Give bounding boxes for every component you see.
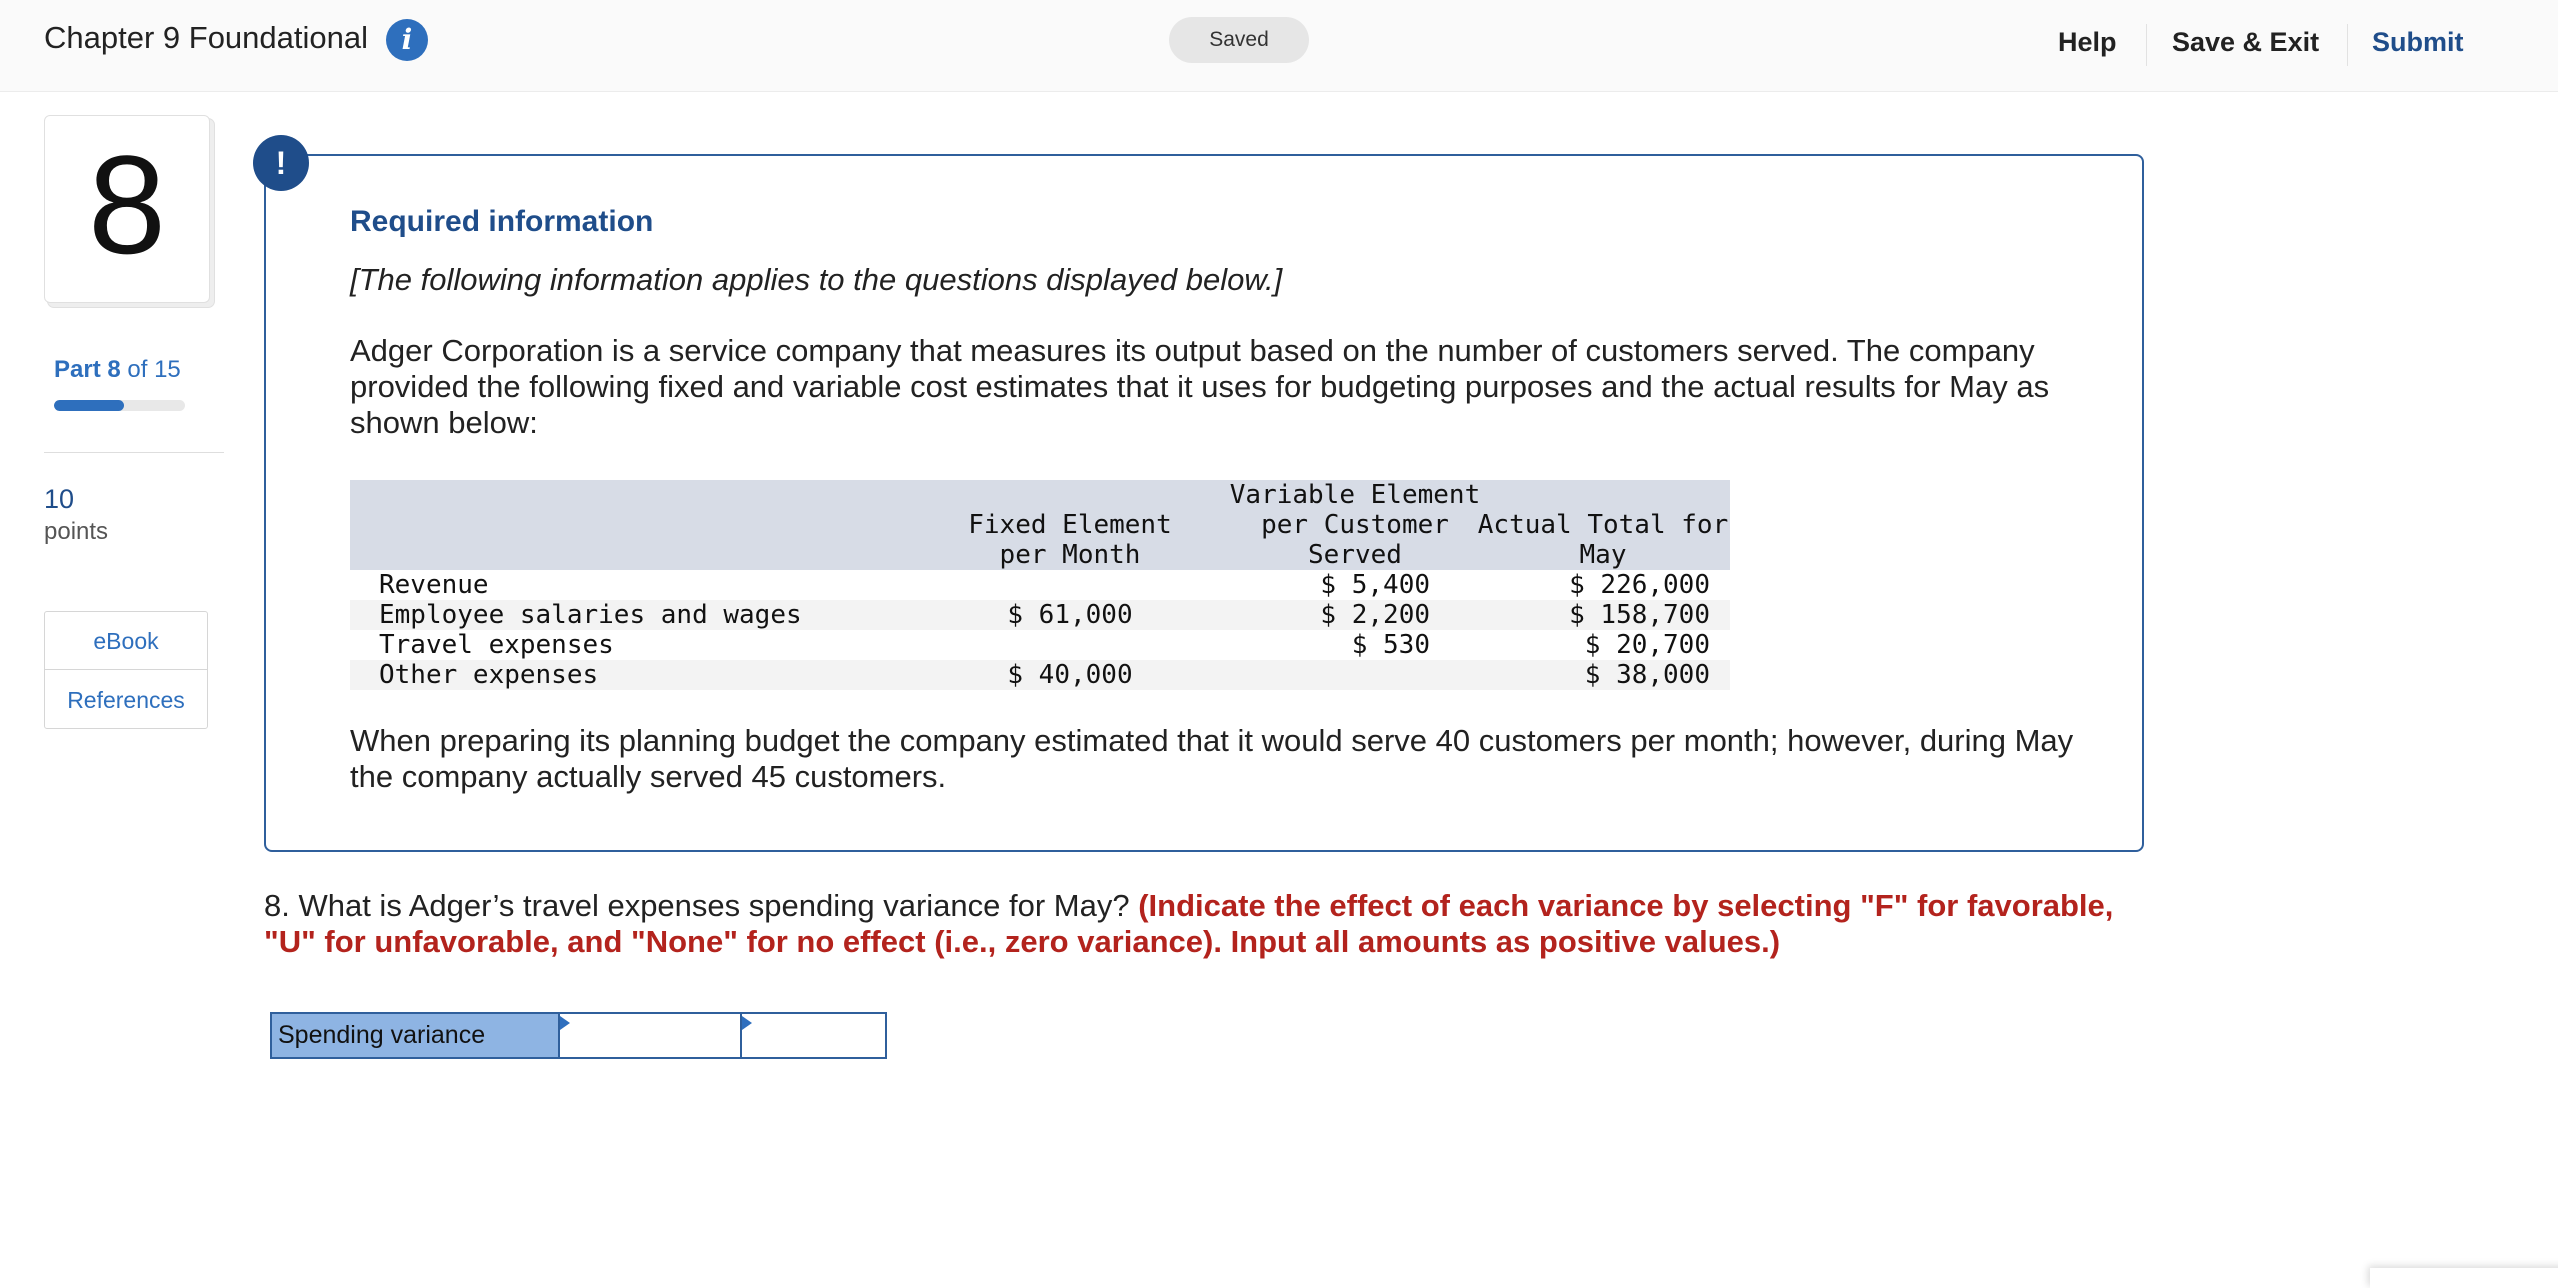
- references-link[interactable]: References: [67, 687, 185, 713]
- rail-divider: [44, 452, 224, 453]
- row-variable: $ 2,200: [1320, 600, 1430, 630]
- question-text: 8. What is Adger’s travel expenses spending variance for May?: [264, 888, 1130, 923]
- table-row: [350, 600, 1730, 630]
- part-progress-fill: [54, 400, 124, 411]
- row-label: Revenue: [379, 570, 489, 600]
- part-word: Part: [54, 356, 101, 383]
- spending-variance-amount-input[interactable]: [562, 1014, 742, 1057]
- row-label: Travel expenses: [379, 630, 614, 660]
- assignment-title: Chapter 9 Foundational: [44, 20, 369, 55]
- effect-cell-marker-icon: [742, 1016, 752, 1030]
- table-header: [350, 480, 1730, 570]
- cost-data-table: [350, 480, 1730, 690]
- save-exit-button[interactable]: Save & Exit: [2172, 27, 2320, 57]
- answer-grid: [270, 1012, 887, 1059]
- header-actual: [1476, 510, 1730, 570]
- spending-variance-effect-select[interactable]: [744, 1014, 885, 1057]
- header-fixed-line2: per Month: [999, 540, 1141, 570]
- row-fixed: $ 40,000: [1007, 660, 1133, 690]
- help-button[interactable]: Help: [2058, 27, 2117, 57]
- header-variable-line1: Variable Element: [1229, 480, 1481, 510]
- question-number: 8: [88, 126, 166, 283]
- part-progress-bar: [54, 400, 185, 411]
- header-variable-line2: per Customer: [1261, 510, 1449, 540]
- alert-icon: !: [253, 135, 309, 191]
- header-actual-line1: Actual Total for: [1477, 510, 1729, 540]
- row-actual: $ 226,000: [1569, 570, 1710, 600]
- table-row: [350, 660, 1730, 690]
- points-label: points: [44, 518, 109, 545]
- required-info-title: Required information: [350, 205, 654, 238]
- header-variable: [1200, 480, 1510, 570]
- top-bar: [0, 0, 2558, 92]
- ebook-link[interactable]: eBook: [45, 612, 207, 670]
- row-actual: $ 20,700: [1584, 630, 1710, 660]
- table-row: [350, 630, 1730, 660]
- resources-box: [44, 611, 208, 729]
- answer-row-label: Spending variance: [272, 1014, 560, 1057]
- question-number-card: [44, 115, 210, 303]
- question-prompt: [264, 888, 2124, 960]
- part-current: 8: [107, 356, 121, 383]
- corner-panel-edge: [2370, 1268, 2558, 1288]
- row-actual: $ 158,700: [1569, 600, 1710, 630]
- row-fixed: $ 61,000: [1007, 600, 1133, 630]
- question-instruction: (Indicate the effect of each variance by selecting "F" for favorable, "U" for unfavorable, and "None" for no effect (i.e., zero variance). Input all amounts as positive values.): [264, 888, 2114, 959]
- part-total: of 15: [127, 356, 181, 383]
- header-variable-line3: Served: [1308, 540, 1402, 570]
- header-fixed-line1: Fixed Element: [968, 510, 1172, 540]
- header-divider: [2347, 24, 2348, 66]
- part-indicator: [54, 356, 181, 384]
- row-variable: $ 5,400: [1320, 570, 1430, 600]
- header-divider: [2146, 24, 2147, 66]
- row-actual: $ 38,000: [1584, 660, 1710, 690]
- header-actual-line2: May: [1579, 540, 1627, 570]
- header-fixed: [950, 510, 1190, 570]
- required-info-intro: Adger Corporation is a service company that measures its output based on the number of customers served. The company provided the following fixed and variable cost estimates that it uses for budgeting purposes and the actual results for May as shown below:: [350, 333, 2050, 440]
- table-row: [350, 570, 1730, 600]
- row-label: Employee salaries and wages: [379, 600, 802, 630]
- required-info-note: [The following information applies to the questions displayed below.]: [350, 262, 1283, 297]
- submit-button[interactable]: Submit: [2372, 27, 2464, 57]
- required-info-outro: When preparing its planning budget the company estimated that it would serve 40 customers per month; however, during May the company actually served 45 customers.: [350, 723, 2074, 794]
- points-value: 10: [44, 484, 75, 514]
- amount-cell-marker-icon: [560, 1016, 570, 1030]
- row-variable: $ 530: [1351, 630, 1430, 660]
- saved-status-badge: Saved: [1169, 17, 1309, 63]
- row-label: Other expenses: [379, 660, 599, 690]
- info-icon[interactable]: i: [386, 19, 428, 61]
